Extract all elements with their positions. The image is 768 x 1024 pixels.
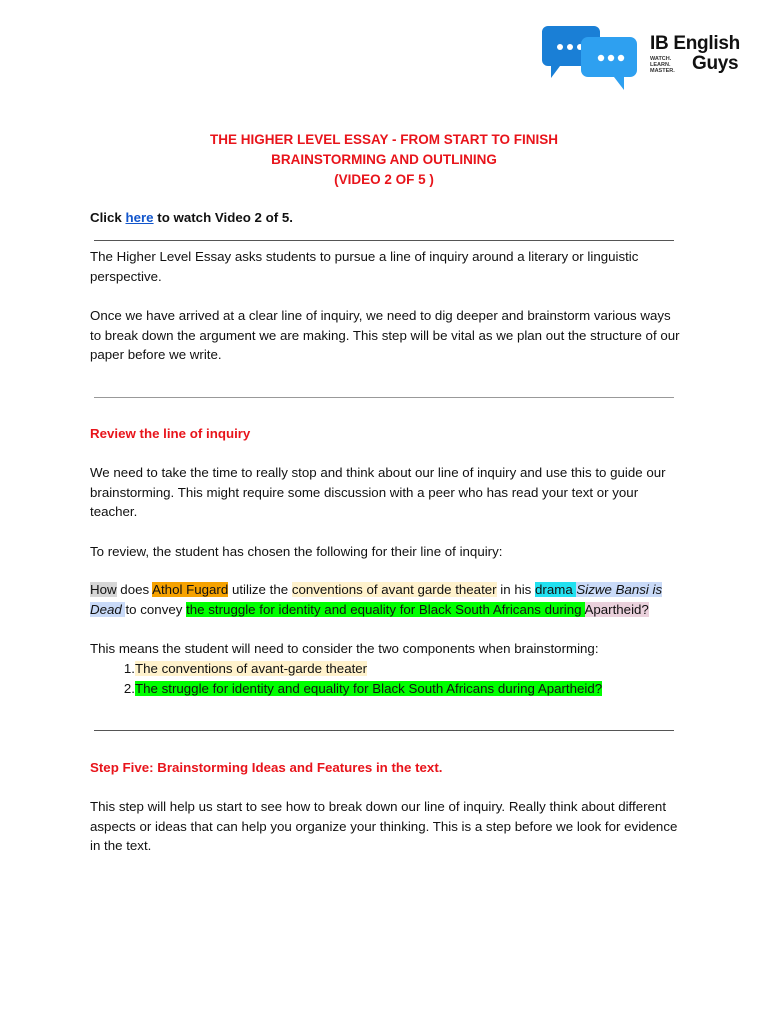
logo-brand-line2: Guys [692,53,739,74]
document-title [0,130,768,190]
divider [94,397,674,398]
review-heading: Review the line of inquiry [90,426,251,441]
watch-video-link[interactable]: here [125,210,154,225]
inquiry-conventions: conventions of avant garde theater [291,582,497,597]
inquiry-apartheid: Apartheid? [584,601,649,617]
components-list [90,659,685,698]
inquiry-drama: drama [535,582,577,597]
tagline-watch: WATCH. [650,56,672,62]
step-five-paragraph: This step will help us start to see how to break down our line of inquiry. Really think about different aspects or ideas that can help you organize your thinking. This is a step before we look for evidence in the text. [90,799,678,854]
list-item-text: The conventions of avant-garde theater [135,661,368,676]
inquiry-in-his: in his [496,582,536,597]
list-item [90,659,685,679]
step-five-heading: Step Five: Brainstorming Ideas and Features in the text. [90,760,443,775]
logo-brand-line1: IB English [650,33,740,54]
video-link-line [90,208,685,228]
inquiry-author: Athol Fugard [152,582,229,597]
list-item-number: 1. [123,661,135,676]
inquiry-utilize: utilize the [228,582,292,597]
logo-tagline [650,56,675,74]
intro-paragraph-1: The Higher Level Essay asks students to pursue a line of inquiry around a literary or linguistic perspective. [90,249,639,284]
tagline-master: MASTER. [650,68,675,74]
inquiry-does: does [116,582,153,597]
divider [94,730,674,731]
divider [94,240,674,241]
review-paragraph-2: To review, the student has chosen the following for their line of inquiry: [90,544,503,559]
chat-bubbles-icon [540,20,640,96]
video-link-prefix: Click [90,210,126,225]
inquiry-struggle: the struggle for identity and equality for Black South Africans during [186,601,585,617]
intro-paragraph-2: Once we have arrived at a clear line of inquiry, we need to dig deeper and brainstorm various ways to break down the argument we are making. This step will be vital as we plan out the structure of our paper before we write. [90,308,680,363]
tagline-learn: LEARN. [650,62,671,68]
list-item [90,679,685,699]
title-line-3: (VIDEO 2 OF 5 ) [334,172,434,187]
inquiry-how: How [90,582,117,597]
list-item-number: 2. [123,680,135,696]
video-link-suffix: to watch Video 2 of 5. [153,210,293,225]
inquiry-to-convey: to convey [125,601,187,617]
logo-wordmark [650,34,740,74]
list-item-text: The struggle for identity and equality for Black South Africans during Apartheid? [135,680,603,696]
review-paragraph-1: We need to take the time to really stop and think about our line of inquiry and use this to guide our brainstorming. This might require some discussion with a peer who has read your text or your teacher. [90,465,666,520]
title-line-2: BRAINSTORMING AND OUTLINING [271,152,497,167]
line-of-inquiry [90,580,685,619]
inquiry-work-title: Sizwe Bansi is Dead [90,582,663,617]
review-paragraph-3: This means the student will need to consider the two components when brainstorming: [90,641,599,656]
title-line-1: THE HIGHER LEVEL ESSAY - FROM START TO FINISH [209,132,559,147]
